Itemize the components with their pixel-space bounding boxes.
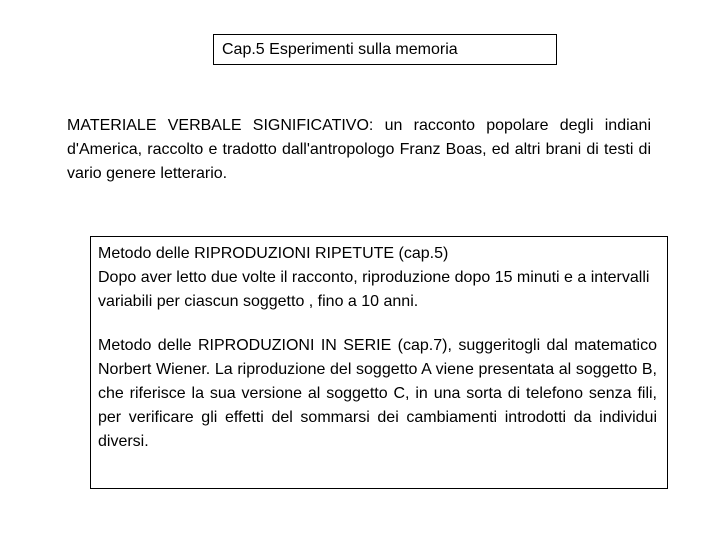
repeated-reproductions-text: Dopo aver letto due volte il racconto, riproduzione dopo 15 minuti e a intervalli variabili per ciascun soggetto , fino a 10 anni. [98, 269, 650, 310]
repeated-reproductions-title: Metodo delle RIPRODUZIONI RIPETUTE (cap.5) [98, 245, 449, 262]
methods-box [90, 236, 668, 489]
intro-paragraph: MATERIALE VERBALE SIGNIFICATIVO: un racconto popolare degli indiani d'America, raccolto e tradotto dall'antropologo Franz Boas, ed altri brani di testi di vario genere letterario. [67, 117, 651, 182]
repeated-reproductions-method [98, 242, 657, 314]
slide-title: Cap.5 Esperimenti sulla memoria [213, 34, 557, 65]
serial-reproductions-method: Metodo delle RIPRODUZIONI IN SERIE (cap.7), suggeritogli dal matematico Norbert Wiener. La riproduzione del soggetto A viene presentata al soggetto B, che riferisce la sua versione al soggetto C, in una sorta di telefono senza fili, per verificare gli effetti del sommarsi dei cambiamenti introdotti da individui diversi. [98, 337, 657, 450]
